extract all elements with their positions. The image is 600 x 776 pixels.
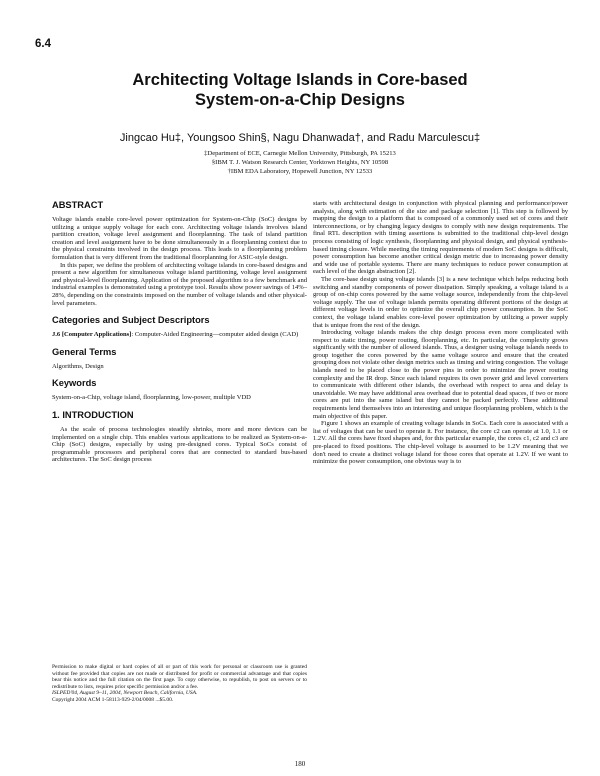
page-number: 180: [294, 760, 306, 768]
abstract-heading: ABSTRACT: [52, 200, 104, 210]
permission-text: Permission to make digital or hard copies of all or part of this work for personal or classroom use is granted without fee provided that copies are not made or distributed for profit or commercial advantage and that copies bear this notice and the full citation on the first page. To copy otherwise, to republish, to post on servers or to redistribute to lists, requires prior specific permission and/or a fee.: [52, 664, 307, 690]
body-paragraph-3: Introducing voltage islands makes the chip design process even more complicated with respect to static timing, power routing, floorplanning, etc. In particular, the complexity grows significantly with the number of allowed islands. Thus, a designer using voltage islands needs to group together the cores powered by the same voltage source and ensure that the created grouping does not violate other design metrics such as timing and wiring congestion. The voltage islands need to be placed close to the power pins in order to minimize the power routing complexity and the IR drop. Since each island requires its own power grid and level converters to communicate with different other islands, the overhead with respect to area and delay is unavoidable. We may have additional area overhead due to potential dead spaces, if two or more cores are put into the same island but they cannot be packed perfectly. These additional requirements lend themselves into an interesting and unique floorplanning problem, which is the main objective of this paper.: [313, 329, 568, 420]
title-line-1: Architecting Voltage Islands in Core-based: [132, 71, 468, 89]
body-paragraph-1: starts with architectural design in conjunction with physical planning and performance/power analysis, along with estimation of die size and package selection [1]. This step is followed by mapping the design to a platform that is composed of a commonly used set of cores and their interconnections, or by changing legacy designs to comply with new design requirements. The final RTL description with timing assertions is submitted to the traditional chip-level design process consisting of logic synthesis, floorplanning and physical design, and physical synthesis-based timing closure. While meeting the timing requirements of modern SoC designs is difficult, power consumption has become another critical design metric due to increasing power density and wide use of portable systems. There are many techniques to reduce power consumption at each level of the design abstraction [2].: [313, 200, 568, 276]
conference-line: ISLPED'04, August 9–11, 2004, Newport Beach, California, USA.: [52, 690, 198, 697]
categories-heading: Categories and Subject Descriptors: [52, 315, 210, 326]
categories-code: J.6 [Computer Applications]: [52, 331, 132, 339]
keywords-heading: Keywords: [52, 378, 97, 389]
keywords-text: System-on-a-Chip, voltage island, floorplanning, low-power, multiple VDD: [52, 394, 251, 402]
affiliation-cmu: ‡Department of ECE, Carnegie Mellon University, Pittsburgh, PA 15213: [204, 150, 396, 157]
body-paragraph-4: Figure 1 shows an example of creating voltage islands in SoCs. Each core is associated with a list of voltages that can be used to operate it. For instance, the core c2 can operate at 1.0, 1.1 or 1.2V. All the cores have fixed shapes and, for this particular example, the cores c1, c2 and c3 are pre-placed to fixed positions. The chip-level voltage is assumed to be 1.2V meaning that we don't need to create a distinct voltage island for those cores that operate at 1.2V. If we want to minimize the power consumption, one obvious way is to: [313, 420, 568, 466]
general-terms-text: Algorithms, Design: [52, 362, 104, 370]
session-number: 6.4: [35, 38, 51, 50]
abstract-paragraph-2: In this paper, we define the problem of architecting voltage islands in core-based designs and present a new algorithm for simultaneous voltage island partitioning, voltage level assignment and physical-level floorplanning. Application of the proposed algorithm to a few benchmark and industrial examples is demonstrated using a prototype tool. Results show power savings of 14%–28%, depending on the constraints imposed on the number of voltage islands and other physical-level parameters.: [52, 261, 307, 307]
introduction-heading: 1. INTRODUCTION: [52, 409, 134, 420]
body-paragraph-2: The core-base design using voltage islands [3] is a new technique which helps reducing both switching and standby components of power dissipation. Simply speaking, a voltage island is a group of on-chip cores powered by the same voltage source, independently from the chip-level voltage supply. The use of voltage islands permits operating different portions of the design at different voltage levels in order to optimize the overall chip power consumption. In the SoC context, the voltage island enables core-level power optimization by utilizing a power supply that is unique from the rest of the design.: [313, 275, 568, 329]
copyright-line: Copyright 2004 ACM 1-58113-929-2/04/0008 ...$5.00.: [52, 696, 174, 703]
affiliation-ibm-watson: §IBM T. J. Watson Research Center, Yorktown Heights, NY 10598: [211, 159, 389, 166]
abstract-paragraph-1: Voltage islands enable core-level power optimization for System-on-Chip (SoC) designs by utilizing a unique supply voltage for each core. Architecting voltage islands involves island partition creation, voltage level assignment and floorplanning. The task of island partition creation and level assignment have to be done simultaneously in a floorplanning context due to the physical constraints involved in the design process. This leads to a floorplanning problem formulation that is very different from the traditional floorplanning for ASIC-style design.: [52, 216, 307, 261]
categories-description: : Computer-Aided Engineering—computer aided design (CAD): [131, 331, 299, 339]
paper-title: [30, 70, 570, 110]
right-column: [313, 200, 568, 466]
authors: Jingcao Hu‡, Youngsoo Shin§, Nagu Dhanwada†, and Radu Marculescu‡: [119, 132, 481, 144]
introduction-paragraph-1: As the scale of process technologies steadily shrinks, more and more devices can be implemented on a single chip. This enables various applications to be realized as System-on-a-Chip (SoC) designs, especially by using pre-designed cores. Typical SoCs consist of programmable processors and peripheral cores that are connected to standard bus-based architectures. The SoC design process: [52, 425, 307, 464]
general-terms-heading: General Terms: [52, 346, 117, 357]
left-column: [52, 200, 307, 464]
categories-text: [52, 331, 307, 339]
title-line-2: System-on-a-Chip Designs: [195, 91, 405, 109]
permission-notice: [52, 664, 307, 704]
affiliation-ibm-eda: †IBM EDA Laboratory, Hopewell Junction, NY 12533: [227, 168, 373, 175]
